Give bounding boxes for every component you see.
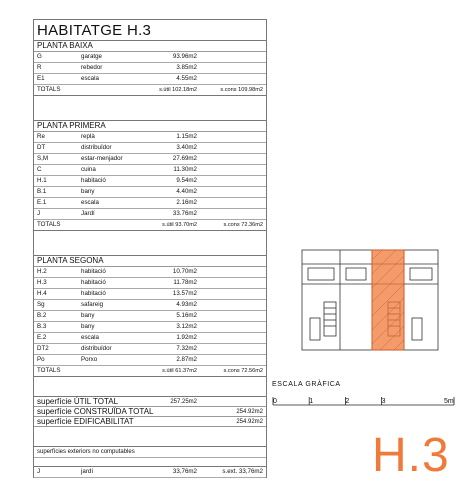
- room-name: distribuïdor: [81, 144, 112, 151]
- summary-row: [34, 407, 266, 417]
- room-name: habitació: [81, 290, 106, 297]
- totals-cons: s.cons 72.56m2: [223, 368, 263, 374]
- elevation-drawing: [300, 246, 440, 354]
- scale-tick-label: 0: [273, 398, 277, 405]
- exterior-ext: s.ext. 33,76m2: [222, 468, 263, 475]
- totals-label: TOTALS: [37, 86, 61, 93]
- room-area: 11.78m2: [173, 279, 197, 286]
- totals-cons: s.cons 72.36m2: [223, 222, 263, 228]
- window: [410, 268, 432, 280]
- exterior-heading: [34, 447, 266, 458]
- house-label: H.3: [372, 429, 450, 482]
- door: [412, 318, 422, 340]
- summary-rows: [34, 397, 266, 427]
- table-row: [34, 267, 266, 278]
- table-row: [34, 322, 266, 333]
- table-row: [34, 52, 266, 63]
- scale-tick-label: 2: [345, 398, 350, 405]
- room-area: 1.92m2: [176, 334, 197, 341]
- room-code: G: [37, 53, 42, 60]
- table-row: [34, 74, 266, 85]
- room-area: 13.57m2: [172, 290, 197, 297]
- section-spacer: [34, 96, 266, 121]
- room-name: bany: [81, 323, 95, 330]
- room-area: 11.30m2: [173, 166, 197, 173]
- totals-segona: [34, 366, 266, 377]
- totals-util: s.útil 93.70m2: [162, 222, 197, 228]
- totals-util: s.útil 61.37m2: [162, 368, 197, 374]
- room-name: garatge: [81, 53, 102, 60]
- summary-label: superfície EDIFICABILITAT: [37, 417, 134, 426]
- room-area: 3.12m2: [176, 323, 197, 330]
- room-name: habitació: [81, 279, 106, 286]
- room-code: C: [37, 166, 42, 173]
- exterior-row: [34, 467, 266, 478]
- room-area: 33.76m2: [172, 210, 197, 217]
- scale-bar: [272, 392, 458, 408]
- room-code: E.1: [37, 199, 47, 206]
- room-area: 4.55m2: [176, 75, 197, 82]
- table-row: [34, 132, 266, 143]
- door: [310, 318, 320, 340]
- table-row: [34, 154, 266, 165]
- totals-label: TOTALS: [37, 367, 61, 374]
- room-area: 9.54m2: [176, 177, 197, 184]
- section-heading-baixa: PLANTA BAIXA: [34, 41, 266, 52]
- room-name: replà: [81, 133, 95, 140]
- room-code: Sg: [37, 301, 45, 308]
- table-row: [34, 165, 266, 176]
- summary-label: superfície ÚTIL TOTAL: [37, 397, 119, 406]
- room-name: bany: [81, 188, 95, 195]
- table-row: [34, 187, 266, 198]
- table-row: [34, 278, 266, 289]
- table-row: [34, 143, 266, 154]
- totals-label: TOTALS: [37, 221, 61, 228]
- stair: [324, 302, 336, 336]
- table-row: [34, 311, 266, 322]
- graphic-scale: [272, 381, 458, 405]
- room-area: 2.16m2: [176, 199, 197, 206]
- room-code: H.2: [37, 268, 47, 275]
- room-code: H.4: [37, 290, 47, 297]
- scale-tick-label: 3: [381, 398, 386, 405]
- room-code: B.3: [37, 323, 47, 330]
- totals-cons: s.cons 109.98m2: [220, 87, 263, 93]
- room-area: 10.70m2: [172, 268, 197, 275]
- rows-segona: [34, 267, 266, 366]
- room-name: cuina: [81, 166, 96, 173]
- room-name: escala: [81, 334, 99, 341]
- room-code: DT: [37, 144, 46, 151]
- table-row: [34, 198, 266, 209]
- table-row: [34, 63, 266, 74]
- room-code: B.1: [37, 188, 47, 195]
- room-area: 5.16m2: [176, 312, 197, 319]
- room-code: S,M: [37, 155, 49, 162]
- totals-baixa: [34, 85, 266, 96]
- summary-row: [34, 397, 266, 407]
- room-code: H.3: [37, 279, 47, 286]
- section-spacer: [34, 377, 266, 397]
- room-area: 4.40m2: [176, 188, 197, 195]
- room-name: escala: [81, 75, 99, 82]
- room-name: rebedor: [81, 64, 103, 71]
- totals-primera: [34, 220, 266, 231]
- rows-baixa: [34, 52, 266, 85]
- room-code: Re: [37, 133, 45, 140]
- elevation-outline: [302, 250, 438, 350]
- exterior-area: 33,76m2: [172, 468, 197, 475]
- room-code: E1: [37, 75, 45, 82]
- area-table: [33, 19, 267, 478]
- section-heading-segona: PLANTA SEGONA: [34, 256, 266, 267]
- room-name: habitació: [81, 268, 106, 275]
- room-code: R: [37, 64, 42, 71]
- room-area: 3.85m2: [176, 64, 197, 71]
- table-row: [34, 300, 266, 311]
- scale-tick-label: 5m: [444, 398, 454, 405]
- room-name: Porxo: [81, 356, 98, 363]
- room-code: Po: [37, 356, 45, 363]
- summary-value: 257.25m2: [170, 399, 197, 405]
- room-area: 27.69m2: [172, 155, 197, 162]
- room-name: estar-menjador: [81, 155, 123, 162]
- table-row: [34, 344, 266, 355]
- room-area: 1.15m2: [176, 133, 197, 140]
- room-code: E.2: [37, 334, 47, 341]
- section-spacer: [34, 427, 266, 447]
- room-name: Jardí: [81, 210, 95, 217]
- room-name: habitació: [81, 177, 106, 184]
- room-area: 2.87m2: [176, 356, 197, 363]
- room-code: B.2: [37, 312, 47, 319]
- section-spacer: [34, 231, 266, 256]
- room-area: 93.96m2: [172, 53, 197, 60]
- room-name: escala: [81, 199, 99, 206]
- exterior-name: jardí: [81, 468, 94, 475]
- section-heading-primera: PLANTA PRIMERA: [34, 121, 266, 132]
- scale-title: ESCALA GRÀFICA: [272, 381, 341, 388]
- summary-value: 254.92m2: [236, 419, 263, 425]
- table-row: [34, 289, 266, 300]
- room-name: bany: [81, 312, 95, 319]
- table-row: [34, 355, 266, 366]
- rows-primera: [34, 132, 266, 220]
- table-row: [34, 209, 266, 220]
- room-code: H.1: [37, 177, 47, 184]
- summary-row: [34, 417, 266, 427]
- room-area: 4.93m2: [176, 301, 197, 308]
- room-area: 3.40m2: [176, 144, 197, 151]
- sheet-title: HABITATGE H.3: [34, 19, 266, 41]
- window: [346, 268, 366, 280]
- scale-tick-label: 1: [309, 398, 314, 405]
- totals-util: s.útil 102.18m2: [159, 87, 197, 93]
- table-row: [34, 176, 266, 187]
- room-name: distribuïdor: [81, 345, 112, 352]
- table-row: [34, 333, 266, 344]
- summary-value: 254.92m2: [236, 409, 263, 415]
- room-name: safareig: [81, 301, 104, 308]
- room-code: DT2: [37, 345, 49, 352]
- room-code: J: [37, 210, 41, 217]
- room-area: 7.32m2: [176, 345, 197, 352]
- exterior-code: J: [37, 468, 41, 475]
- window: [308, 268, 334, 280]
- exterior-heading-text: superfícies exteriors no computables: [37, 449, 135, 455]
- section-spacer: [34, 458, 266, 467]
- summary-label: superfície CONSTRUÏDA TOTAL: [37, 407, 154, 416]
